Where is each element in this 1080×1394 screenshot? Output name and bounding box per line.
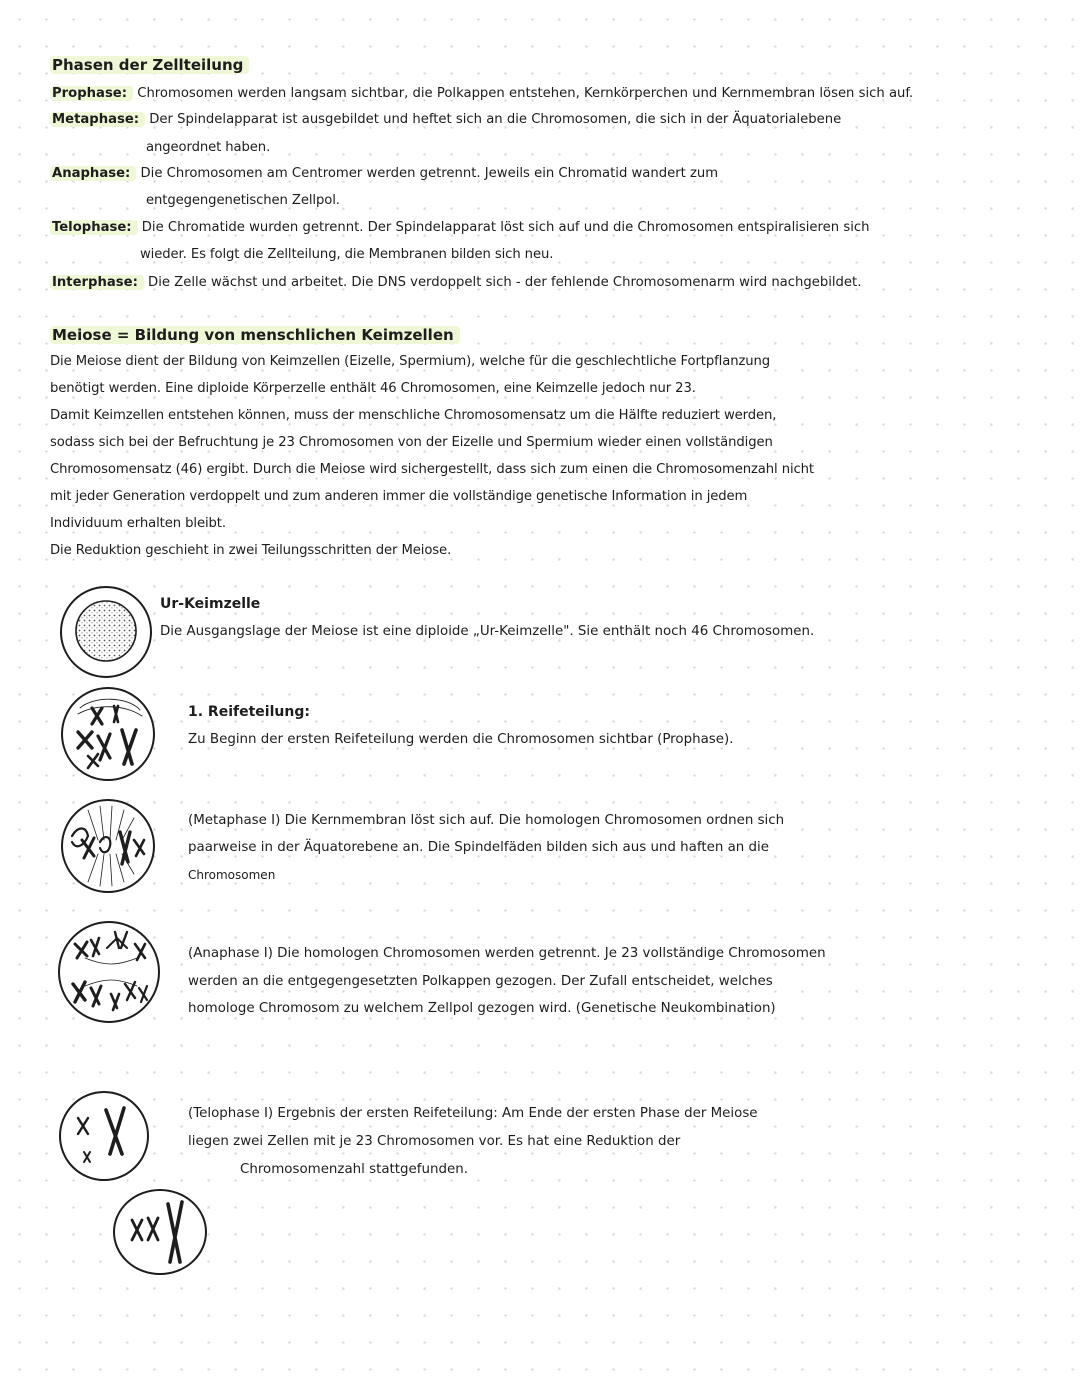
section-title-zellteilung: Phasen der Zellteilung	[50, 56, 249, 74]
phase-text: Die Zelle wächst und arbeitet. Die DNS verdoppelt sich - der fehlende Chromosomenarm wird nachgebildet.	[148, 275, 862, 290]
stage-text: (Telophase I) Ergebnis der ersten Reifeteilung: Am Ende der ersten Phase der Meiose	[188, 1106, 758, 1121]
stage-text: homologe Chromosom zu welchem Zellpol gezogen wird. (Genetische Neukombination)	[188, 1001, 776, 1016]
paragraph-line: sodass sich bei der Befruchtung je 23 Chromosomen von der Eizelle und Spermium wieder einen vollständigen	[50, 435, 773, 450]
phase-text: Die Chromosomen am Centromer werden getrennt. Jeweils ein Chromatid wandert zum	[140, 166, 719, 181]
paragraph-line: Damit Keimzellen entstehen können, muss der menschliche Chromosomensatz um die Hälfte reduziert werden,	[50, 408, 777, 423]
phase-telophase	[50, 220, 870, 235]
phase-text-continued: angeordnet haben.	[146, 140, 271, 155]
phase-text: Der Spindelapparat ist ausgebildet und heftet sich an die Chromosomen, die sich in der Äquatorialebene	[149, 112, 842, 127]
phase-interphase	[50, 275, 861, 290]
phase-text-continued: entgegengenetischen Zellpol.	[146, 193, 340, 208]
prophase-one-drawing	[58, 684, 158, 784]
stage-text: paarweise in der Äquatorebene an. Die Spindelfäden bilden sich aus und haften an die	[188, 840, 769, 855]
metaphase-one-drawing	[58, 796, 158, 896]
paragraph-line: benötigt werden. Eine diploide Körperzelle enthält 46 Chromosomen, eine Keimzelle jedoch nur 23.	[50, 381, 696, 396]
stage-text: liegen zwei Zellen mit je 23 Chromosomen vor. Es hat eine Reduktion der	[188, 1134, 681, 1149]
stage-text: (Anaphase I) Die homologen Chromosomen werden getrennt. Je 23 vollständige Chromosomen	[188, 946, 826, 961]
ur-keimzelle-drawing	[58, 584, 154, 680]
phase-term: Prophase:	[50, 86, 133, 101]
phase-text: Chromosomen werden langsam sichtbar, die Polkappen entstehen, Kernkörperchen und Kernmembran lösen sich auf.	[137, 86, 914, 101]
phase-text: Die Chromatide wurden getrennt. Der Spindelapparat löst sich auf und die Chromosomen entspiralisieren sich	[141, 220, 870, 235]
telophase-cell-two-drawing	[110, 1186, 210, 1278]
section-title-meiose: Meiose = Bildung von menschlichen Keimzellen	[50, 326, 460, 344]
phase-text-continued: wieder. Es folgt die Zellteilung, die Membranen bilden sich neu.	[140, 247, 554, 262]
anaphase-one-drawing	[55, 918, 163, 1026]
paragraph-line: Chromosomensatz (46) ergibt. Durch die Meiose wird sichergestellt, dass sich zum einen die Chromosomenzahl nicht	[50, 462, 814, 477]
stage-text: Zu Beginn der ersten Reifeteilung werden die Chromosomen sichtbar (Prophase).	[188, 732, 734, 747]
paragraph-line: mit jeder Generation verdoppelt und zum anderen immer die vollständige genetische Information in jedem	[50, 489, 748, 504]
phase-term: Telophase:	[50, 220, 138, 235]
stage-text: Chromosomen	[188, 868, 276, 882]
stage-text: Chromosomenzahl stattgefunden.	[240, 1162, 468, 1177]
phase-prophase	[50, 86, 913, 101]
phase-metaphase	[50, 112, 841, 127]
paragraph-line: Die Meiose dient der Bildung von Keimzellen (Eizelle, Spermium), welche für die geschlechtliche Fortpflanzung	[50, 354, 771, 369]
phase-term: Metaphase:	[50, 112, 145, 127]
stage-title-reifeteilung: 1. Reifeteilung:	[188, 704, 310, 720]
stage-title-ur-keimzelle: Ur-Keimzelle	[160, 596, 261, 612]
stage-text: werden an die entgegengesetzten Polkappen gezogen. Der Zufall entscheidet, welches	[188, 974, 773, 989]
paragraph-line: Die Reduktion geschieht in zwei Teilungsschritten der Meiose.	[50, 543, 452, 558]
stage-text: (Metaphase I) Die Kernmembran löst sich auf. Die homologen Chromosomen ordnen sich	[188, 813, 785, 828]
paragraph-line: Individuum erhalten bleibt.	[50, 516, 226, 531]
phase-term: Interphase:	[50, 275, 144, 290]
phase-anaphase	[50, 166, 718, 181]
stage-text: Die Ausgangslage der Meiose ist eine diploide „Ur-Keimzelle". Sie enthält noch 46 Chromosomen.	[160, 624, 815, 639]
telophase-cell-one-drawing	[56, 1088, 152, 1184]
phase-term: Anaphase:	[50, 166, 136, 181]
